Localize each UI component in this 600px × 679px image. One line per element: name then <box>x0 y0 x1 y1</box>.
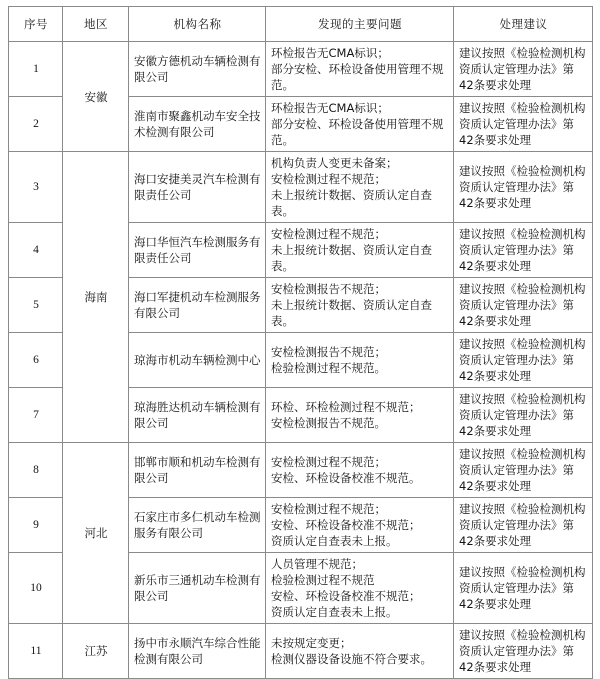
table-row <box>9 443 593 498</box>
cell-advice <box>454 333 593 388</box>
issue-line: 环检、环检检测过程不规范； <box>271 400 421 414</box>
cell-region: 海南 <box>63 152 129 443</box>
column-header-region: 地区 <box>63 7 129 42</box>
issue-line: 未上报统计数据、资质认定自查表。 <box>271 243 432 273</box>
advice-text: 建议按照《检验检测机构资质认定管理办法》第42条要求处理 <box>459 628 586 674</box>
issue-line: 安检检测报告不规范； <box>271 282 386 296</box>
cell-organization-name: 安徽方德机动车辆检测有限公司 <box>129 42 266 97</box>
column-header-index: 序号 <box>9 7 63 42</box>
cell-index: 9 <box>9 498 63 553</box>
issue-line: 安检检测过程不规范； <box>271 455 386 469</box>
cell-advice <box>454 42 593 97</box>
issue-line: 安检检测过程不规范； <box>271 227 386 241</box>
table-header <box>9 7 593 42</box>
cell-index: 11 <box>9 624 63 679</box>
issue-line: 未上报统计数据、资质认定自查表。 <box>271 188 432 218</box>
cell-index: 10 <box>9 553 63 624</box>
issue-line: 检测仪器设备设施不符合要求。 <box>271 652 432 666</box>
cell-organization-name: 石家庄市多仁机动车检测服务有限公司 <box>129 498 266 553</box>
advice-text: 建议按照《检验检测机构资质认定管理办法》第42条要求处理 <box>459 227 586 273</box>
cell-advice <box>454 152 593 223</box>
issue-line: 安检检测报告不规范； <box>271 345 386 359</box>
cell-organization-name: 新乐市三通机动车检测有限公司 <box>129 553 266 624</box>
cell-region: 安徽 <box>63 42 129 152</box>
issue-line: 人员管理不规范； <box>271 557 363 571</box>
header-row <box>9 7 593 42</box>
cell-index: 6 <box>9 333 63 388</box>
cell-organization-name: 琼海胜达机动车辆检测有限公司 <box>129 388 266 443</box>
table-row <box>9 42 593 97</box>
cell-advice <box>454 388 593 443</box>
advice-text: 建议按照《检验检测机构资质认定管理办法》第42条要求处理 <box>459 337 586 383</box>
issue-line: 安检检测报告不规范。 <box>271 416 386 430</box>
cell-advice <box>454 223 593 278</box>
column-header-advice: 处理建议 <box>454 7 593 42</box>
advice-text: 建议按照《检验检测机构资质认定管理办法》第42条要求处理 <box>459 101 586 147</box>
cell-advice <box>454 624 593 679</box>
cell-issues <box>266 278 454 333</box>
issue-line: 环检报告无CMA标识； <box>271 101 389 115</box>
table-row <box>9 152 593 223</box>
issue-line: 安检、环检设备校准不规范； <box>271 589 421 603</box>
advice-text: 建议按照《检验检测机构资质认定管理办法》第42条要求处理 <box>459 447 586 493</box>
cell-issues <box>266 333 454 388</box>
advice-text: 建议按照《检验检测机构资质认定管理办法》第42条要求处理 <box>459 392 586 438</box>
issue-line: 检验检测过程不规范 <box>271 573 375 587</box>
cell-region: 江苏 <box>63 624 129 679</box>
cell-organization-name: 琼海市机动车辆检测中心 <box>129 333 266 388</box>
issue-line: 安检检测过程不规范； <box>271 502 386 516</box>
cell-issues <box>266 42 454 97</box>
advice-text: 建议按照《检验检测机构资质认定管理办法》第42条要求处理 <box>459 46 586 92</box>
cell-index: 5 <box>9 278 63 333</box>
cell-issues <box>266 223 454 278</box>
cell-organization-name: 海口华恒汽车检测服务有限责任公司 <box>129 223 266 278</box>
cell-index: 7 <box>9 388 63 443</box>
issue-line: 安检、环检设备校准不规范； <box>271 518 421 532</box>
column-header-issue: 发现的主要问题 <box>266 7 454 42</box>
advice-text: 建议按照《检验检测机构资质认定管理办法》第42条要求处理 <box>459 164 586 210</box>
cell-organization-name: 海口安捷美灵汽车检测有限责任公司 <box>129 152 266 223</box>
cell-issues <box>266 97 454 152</box>
cell-index: 4 <box>9 223 63 278</box>
cell-organization-name: 邯郸市顺和机动车检测有限公司 <box>129 443 266 498</box>
cell-organization-name: 海口军捷机动车检测服务有限公司 <box>129 278 266 333</box>
inspection-table-container <box>8 6 592 679</box>
issue-line: 未上报统计数据、资质认定自查表。 <box>271 298 432 328</box>
issue-line: 安检、环检设备校准不规范。 <box>271 471 421 485</box>
advice-text: 建议按照《检验检测机构资质认定管理办法》第42条要求处理 <box>459 565 586 611</box>
cell-index: 8 <box>9 443 63 498</box>
inspection-table <box>8 6 593 679</box>
cell-issues <box>266 498 454 553</box>
table-body <box>9 42 593 679</box>
cell-organization-name: 扬中市永顺汽车综合性能检测有限公司 <box>129 624 266 679</box>
issue-line: 未按规定变更； <box>271 636 352 650</box>
issue-line: 部分安检、环检设备使用管理不规范。 <box>271 117 444 147</box>
table-row <box>9 624 593 679</box>
cell-issues <box>266 388 454 443</box>
cell-issues <box>266 152 454 223</box>
cell-advice <box>454 278 593 333</box>
cell-region: 河北 <box>63 443 129 624</box>
issue-line: 资质认定自查表未上报。 <box>271 534 398 548</box>
cell-advice <box>454 443 593 498</box>
issue-line: 机构负责人变更未备案； <box>271 156 398 170</box>
issue-line: 部分安检、环检设备使用管理不规范。 <box>271 62 444 92</box>
cell-issues <box>266 624 454 679</box>
issue-line: 资质认定自查表未上报。 <box>271 605 398 619</box>
cell-index: 2 <box>9 97 63 152</box>
issue-line: 检验检测过程不规范。 <box>271 361 386 375</box>
cell-advice <box>454 498 593 553</box>
issue-line: 安检检测过程不规范； <box>271 172 386 186</box>
advice-text: 建议按照《检验检测机构资质认定管理办法》第42条要求处理 <box>459 282 586 328</box>
cell-advice <box>454 553 593 624</box>
cell-organization-name: 淮南市聚鑫机动车安全技术检测有限公司 <box>129 97 266 152</box>
advice-text: 建议按照《检验检测机构资质认定管理办法》第42条要求处理 <box>459 502 586 548</box>
cell-advice <box>454 97 593 152</box>
cell-index: 1 <box>9 42 63 97</box>
cell-index: 3 <box>9 152 63 223</box>
column-header-name: 机构名称 <box>129 7 266 42</box>
cell-issues <box>266 553 454 624</box>
issue-line: 环检报告无CMA标识； <box>271 46 389 60</box>
cell-issues <box>266 443 454 498</box>
